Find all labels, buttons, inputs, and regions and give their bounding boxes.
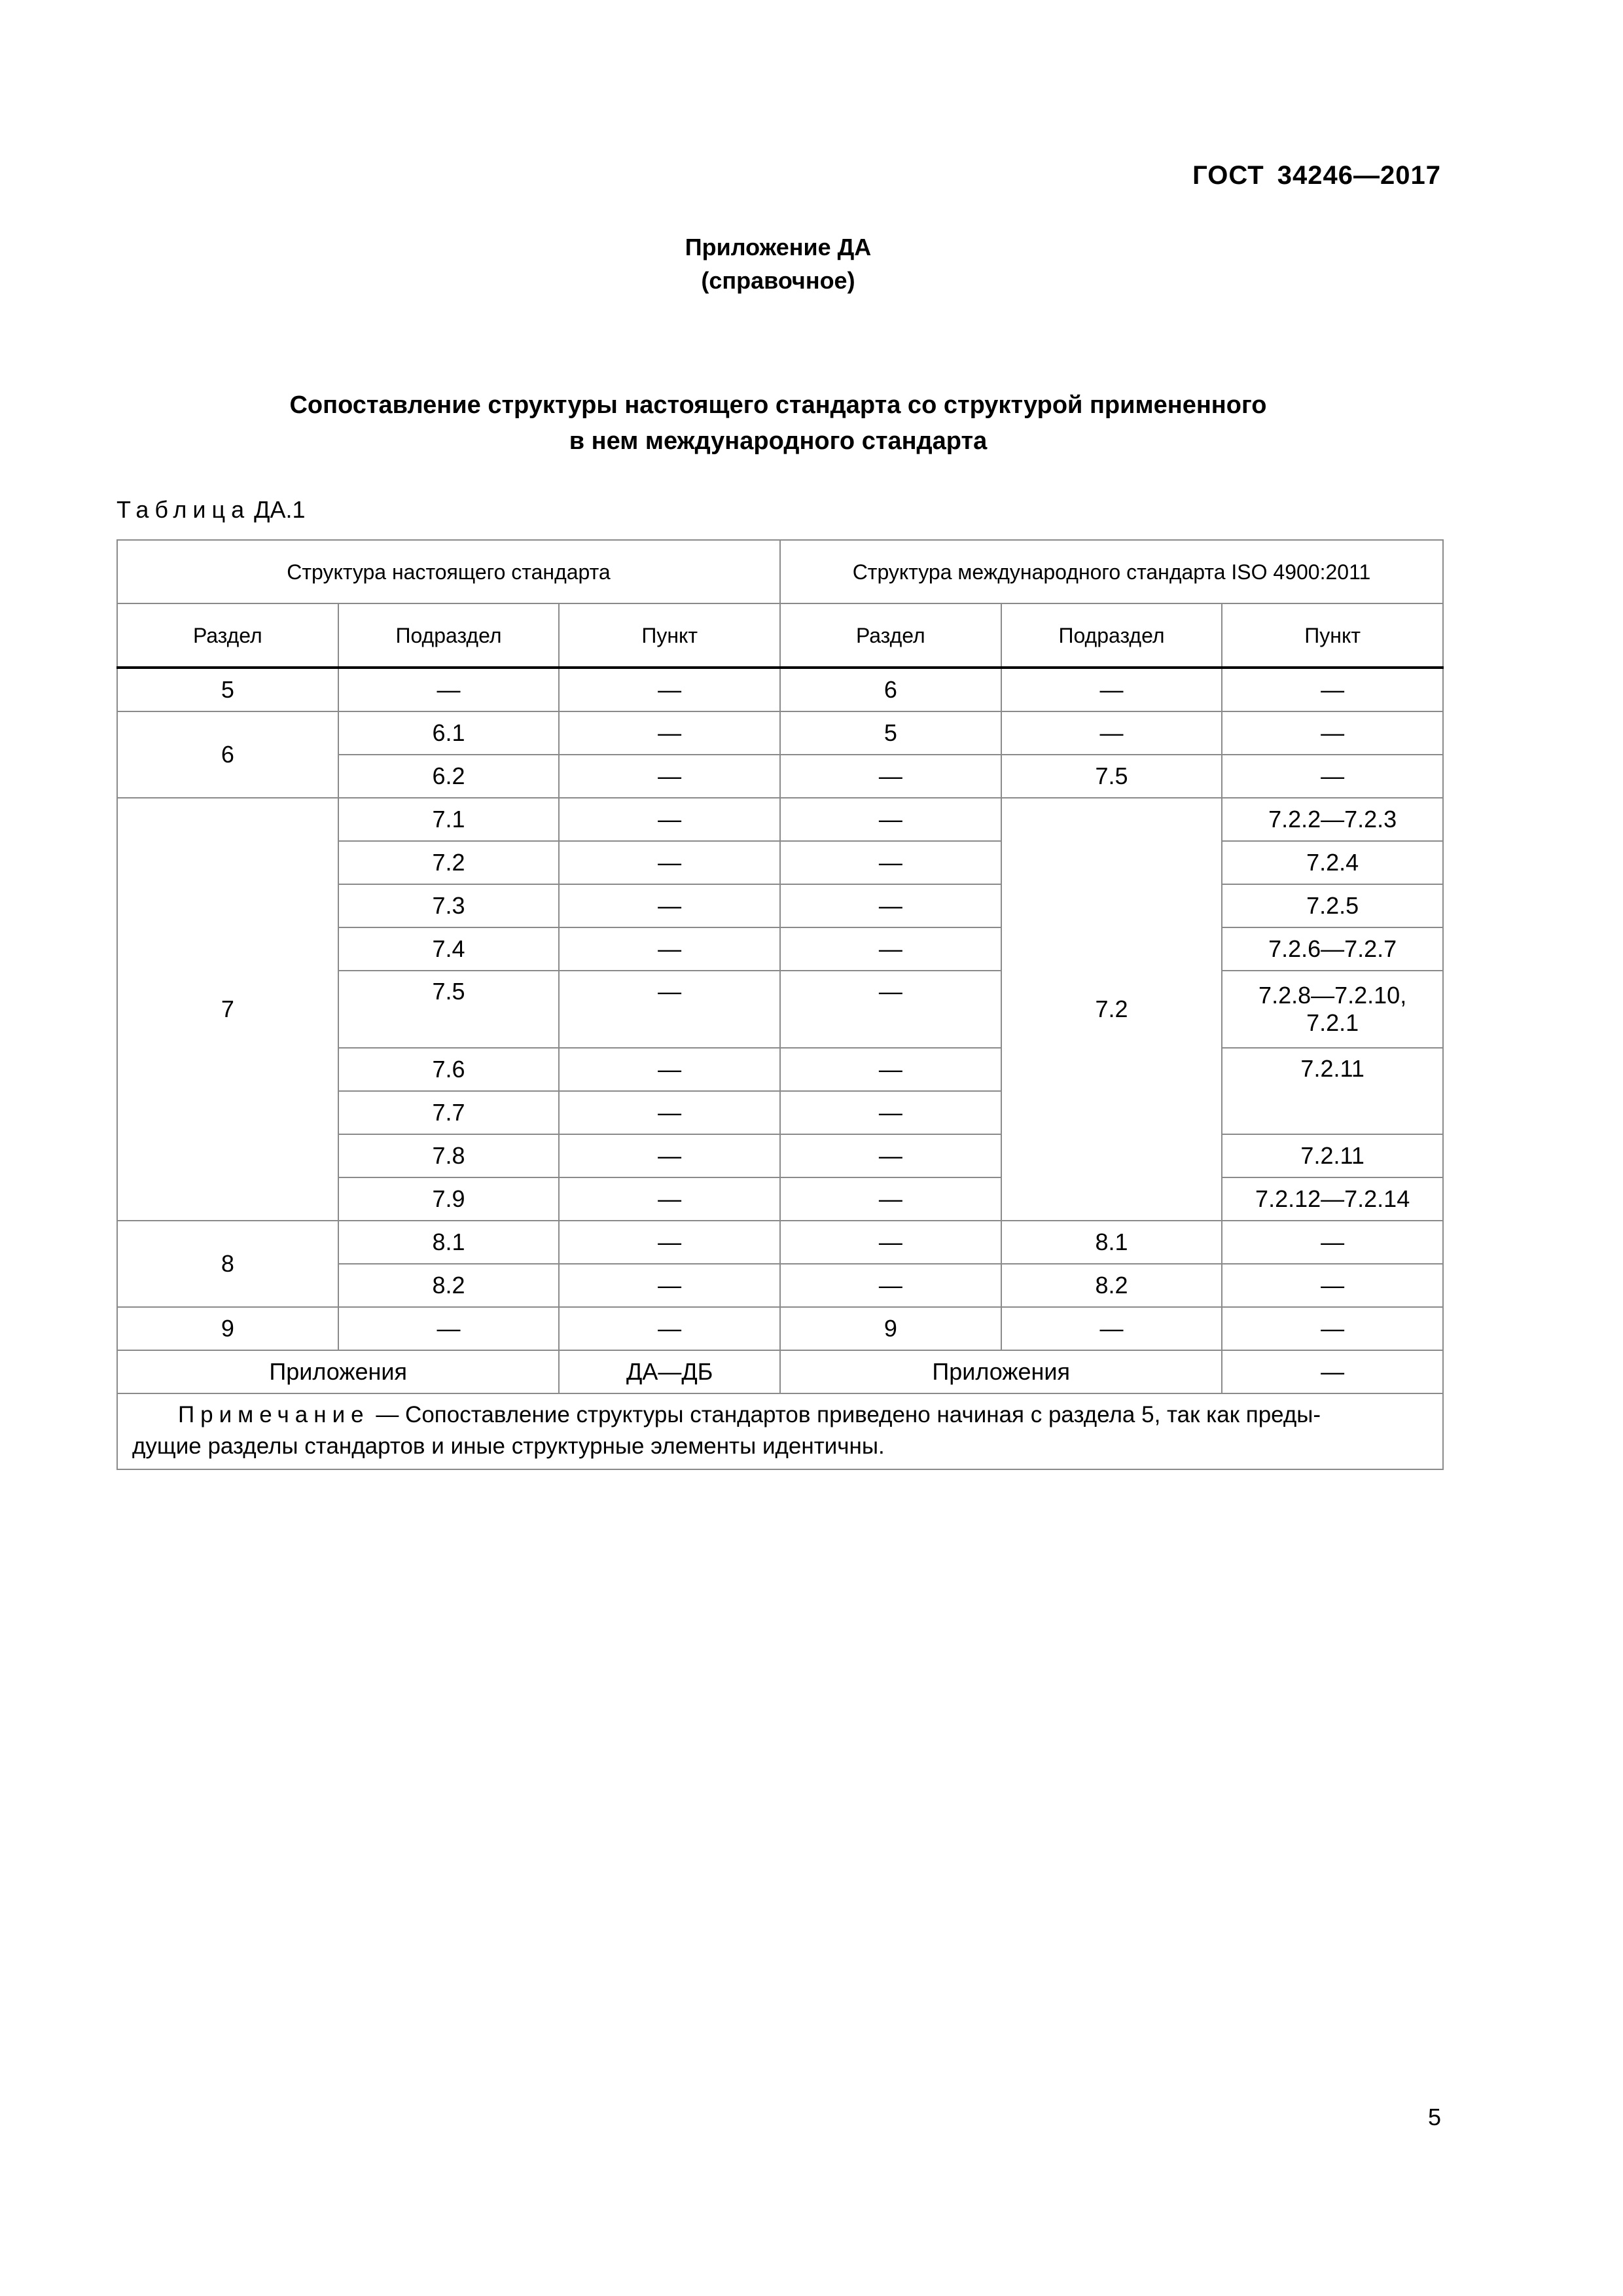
table-cell: 9 (117, 1307, 338, 1350)
table-cell: 7.4 (338, 927, 560, 971)
table-cell: — (1222, 755, 1443, 798)
table-cell: — (559, 711, 780, 755)
table-caption-number: ДА.1 (254, 496, 306, 523)
table-cell: — (1222, 1221, 1443, 1264)
table-cell: — (780, 971, 1001, 1048)
table-cell: — (1222, 711, 1443, 755)
table-cell: 6.1 (338, 711, 560, 755)
table-cell: — (559, 755, 780, 798)
table-row (117, 798, 1443, 841)
table-cell: ДА—ДБ (559, 1350, 780, 1393)
table-cell: — (1001, 1307, 1222, 1350)
table-cell: — (1222, 1350, 1443, 1393)
table-cell: — (559, 1221, 780, 1264)
table-cell: — (1222, 1307, 1443, 1350)
table-cell: 7.2.11 (1222, 1048, 1443, 1134)
table-caption-prefix: Таблица (116, 496, 251, 523)
table-cell: — (780, 755, 1001, 798)
table-cell: 5 (117, 668, 338, 711)
table-cell: — (559, 971, 780, 1048)
table-caption (116, 496, 306, 524)
table-cell: — (559, 927, 780, 971)
table-cell: — (559, 668, 780, 711)
table-cell: Приложения (117, 1350, 559, 1393)
table-cell: — (559, 1134, 780, 1177)
table-cell: — (559, 1048, 780, 1091)
table-cell: 7.2.12—7.2.14 (1222, 1177, 1443, 1221)
table-cell: 6.2 (338, 755, 560, 798)
appendix-title (0, 387, 1556, 459)
table-cell: 7.1 (338, 798, 560, 841)
note-text: — Сопоставление структуры стандартов приведено начиная с раздела 5, так как преды- (369, 1402, 1321, 1427)
table-cell: — (1001, 711, 1222, 755)
table-row (117, 1221, 1443, 1264)
table-cell: 7.2.5 (1222, 884, 1443, 927)
table-row (117, 711, 1443, 755)
table-cell: — (1222, 668, 1443, 711)
table-cell: — (338, 1307, 560, 1350)
table-cell: — (780, 1048, 1001, 1091)
table-cell: 8.2 (1001, 1264, 1222, 1307)
table-cell: 8.1 (338, 1221, 560, 1264)
appendix-title-line-1: Сопоставление структуры настоящего стандарта со структурой примененного (289, 391, 1267, 419)
table-cell: 7.2.6—7.2.7 (1222, 927, 1443, 971)
table-cell: 8.1 (1001, 1221, 1222, 1264)
table-cell: 7.2.11 (1222, 1134, 1443, 1177)
document-code: ГОСТ 34246—2017 (1192, 161, 1441, 190)
table-cell: 6 (780, 668, 1001, 711)
table-cell: Приложения (780, 1350, 1222, 1393)
table-cell: — (780, 1091, 1001, 1134)
column-header: Пункт (1222, 603, 1443, 668)
table-cell: 7.9 (338, 1177, 560, 1221)
table-cell: — (559, 1264, 780, 1307)
appendix-type: (справочное) (701, 267, 855, 295)
column-header: Пункт (559, 603, 780, 668)
table-cell: 7.3 (338, 884, 560, 927)
table-column-header-row (117, 603, 1443, 668)
table-cell: — (559, 841, 780, 884)
column-header: Подраздел (1001, 603, 1222, 668)
appendix-title-line-2: в нем международного стандарта (569, 427, 988, 456)
table-cell: 7 (117, 798, 338, 1221)
table-cell: — (338, 668, 560, 711)
table-note (117, 1393, 1443, 1469)
table-cell: 7.6 (338, 1048, 560, 1091)
column-header: Подраздел (338, 603, 560, 668)
table-cell: 7.5 (338, 971, 560, 1048)
table-cell: 7.2 (338, 841, 560, 884)
table-cell: 5 (780, 711, 1001, 755)
column-header: Раздел (780, 603, 1001, 668)
appendix-heading (0, 230, 1556, 297)
group-header-international: Структура международного стандарта ISO 4900:2011 (780, 540, 1443, 603)
table-cell: — (780, 1221, 1001, 1264)
table-cell: 9 (780, 1307, 1001, 1350)
table-cell: — (780, 927, 1001, 971)
table-cell: — (780, 798, 1001, 841)
table-cell: — (780, 841, 1001, 884)
structure-comparison-table (116, 539, 1444, 1470)
table-cell: — (559, 1091, 780, 1134)
table-group-header-row (117, 540, 1443, 603)
page-number: 5 (1427, 2104, 1441, 2130)
table-row (117, 668, 1443, 711)
table-cell-line: 7.2.1 (1306, 1009, 1359, 1036)
group-header-national: Структура настоящего стандарта (117, 540, 780, 603)
table-cell: — (780, 1177, 1001, 1221)
table-cell: — (780, 884, 1001, 927)
table-cell: 8.2 (338, 1264, 560, 1307)
table-note-row (117, 1393, 1443, 1469)
table-cell: — (780, 1264, 1001, 1307)
table-cell: 7.2.4 (1222, 841, 1443, 884)
table-cell: — (1222, 1264, 1443, 1307)
note-label: Примечание (178, 1402, 370, 1427)
note-text-continued: дущие разделы стандартов и иные структурные элементы идентичны. (132, 1433, 885, 1459)
table-cell: — (559, 1307, 780, 1350)
table-row (117, 1307, 1443, 1350)
table-cell: — (1001, 668, 1222, 711)
table-cell: — (559, 1177, 780, 1221)
table-cell: 6 (117, 711, 338, 798)
table-cell: — (559, 798, 780, 841)
table-cell: — (559, 884, 780, 927)
column-header: Раздел (117, 603, 338, 668)
table-cell: 7.2 (1001, 798, 1222, 1221)
table-cell: 7.2.2—7.2.3 (1222, 798, 1443, 841)
table-cell: 8 (117, 1221, 338, 1307)
table-row (117, 1350, 1443, 1393)
table-cell: — (780, 1134, 1001, 1177)
table-cell: 7.5 (1001, 755, 1222, 798)
table-cell (1222, 971, 1443, 1048)
table-cell: 7.8 (338, 1134, 560, 1177)
table-cell-line: 7.2.8—7.2.10, (1258, 982, 1407, 1009)
table-cell: 7.7 (338, 1091, 560, 1134)
appendix-name: Приложение ДА (685, 234, 872, 260)
